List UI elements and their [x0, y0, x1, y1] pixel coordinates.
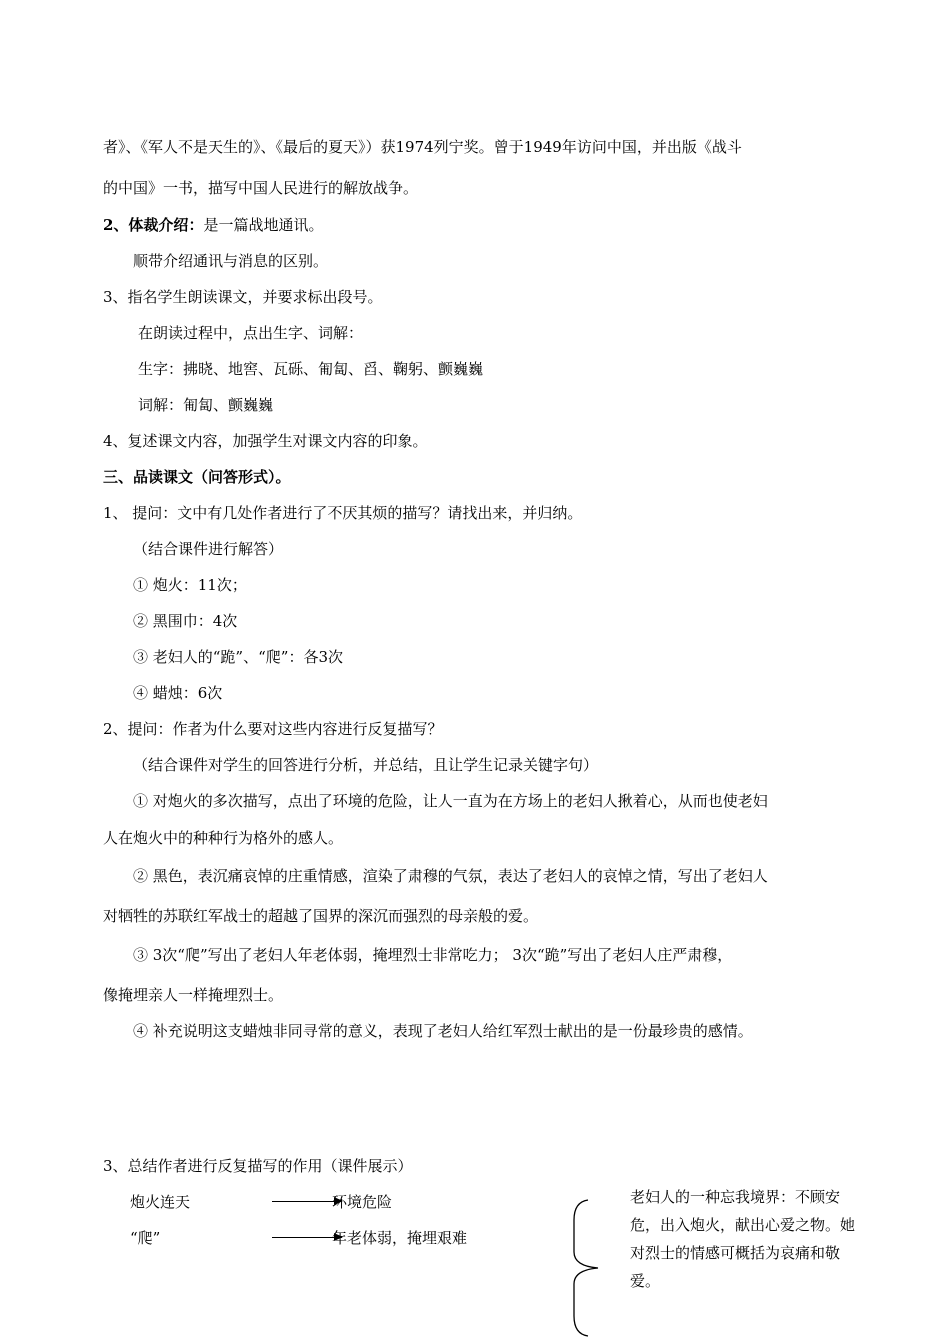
brace-icon [568, 1198, 608, 1338]
diagram-row1-right: 环境危险 [332, 1193, 393, 1211]
question-line: 3、总结作者进行反复描写的作用（课件展示） [103, 1157, 413, 1175]
para-line: 者》、《军人不是天生的》、《最后的夏天》）获1974列宁奖。曾于1949年访问中国，并出版《战斗 [103, 138, 742, 156]
summary-text: 老妇人的一种忘我境界：不顾安危，出入炮火，献出心爱之物。她对烈士的情感可概括为哀痛和敬爱。 [630, 1188, 856, 1290]
answer-line: 像掩埋亲人一样掩埋烈士。 [103, 986, 284, 1004]
answer-line: ④ 补充说明这支蜡烛非同寻常的意义，表现了老妇人给红军烈士献出的是一份最珍贵的感情。 [133, 1022, 753, 1040]
question-line: 2、提问：作者为什么要对这些内容进行反复描写？ [103, 720, 443, 738]
answer-line: 对牺牲的苏联红军战士的超越了国界的深沉而强烈的母亲般的爱。 [103, 907, 539, 925]
para-line: （结合课件对学生的回答进行分析，并总结，且让学生记录关键字句） [133, 756, 599, 774]
diagram-row2-left: “爬” [130, 1229, 161, 1247]
answer-line: ② 黑色，表沉痛哀悼的庄重情感，渲染了肃穆的气氛，表达了老妇人的哀悼之情，写出了老妇人 [133, 867, 768, 885]
question-line: 1、 提问：文中有几处作者进行了不厌其烦的描写？请找出来，并归纳。 [103, 504, 583, 522]
heading-label: 2、体裁介绍： [103, 216, 204, 234]
list-item: ① 炮火：11次； [133, 576, 247, 594]
para-line: 的中国》一书，描写中国人民进行的解放战争。 [103, 179, 419, 197]
list-item: ③ 老妇人的“跪”、“爬”：各3次 [133, 648, 343, 666]
para-line: 3、指名学生朗读课文，并要求标出段号。 [103, 288, 383, 306]
para-line: 词解：匍匐、颤巍巍 [138, 396, 274, 414]
diagram-row1-left: 炮火连天 [130, 1193, 191, 1211]
para-line: 在朗读过程中，点出生字、词解： [138, 324, 364, 342]
para-line: 生字：拂晓、地窖、瓦砾、匍匐、舀、鞠躬、颤巍巍 [138, 360, 484, 378]
section-heading: 三、品读课文（问答形式）。 [103, 468, 291, 486]
para-line: 顺带介绍通讯与消息的区别。 [133, 252, 329, 270]
answer-line: 人在炮火中的种种行为格外的感人。 [103, 829, 344, 847]
section-heading [103, 214, 323, 236]
answer-line: ① 对炮火的多次描写，点出了环境的危险，让人一直为在方场上的老妇人揪着心，从而也使老妇 [133, 792, 768, 810]
diagram-row2-right: 年老体弱，掩埋艰难 [332, 1229, 468, 1247]
para-line: 4、复述课文内容，加强学生对课文内容的印象。 [103, 432, 428, 450]
answer-line: ③ 3次“爬”写出了老妇人年老体弱，掩埋烈士非常吃力； 3次“跪”写出了老妇人庄严肃穆， [133, 946, 733, 964]
list-item: ④ 蜡烛：6次 [133, 684, 223, 702]
list-item: ② 黑围巾：4次 [133, 612, 238, 630]
heading-text: 是一篇战地通讯。 [203, 216, 324, 234]
para-line: （结合课件进行解答） [133, 540, 284, 558]
